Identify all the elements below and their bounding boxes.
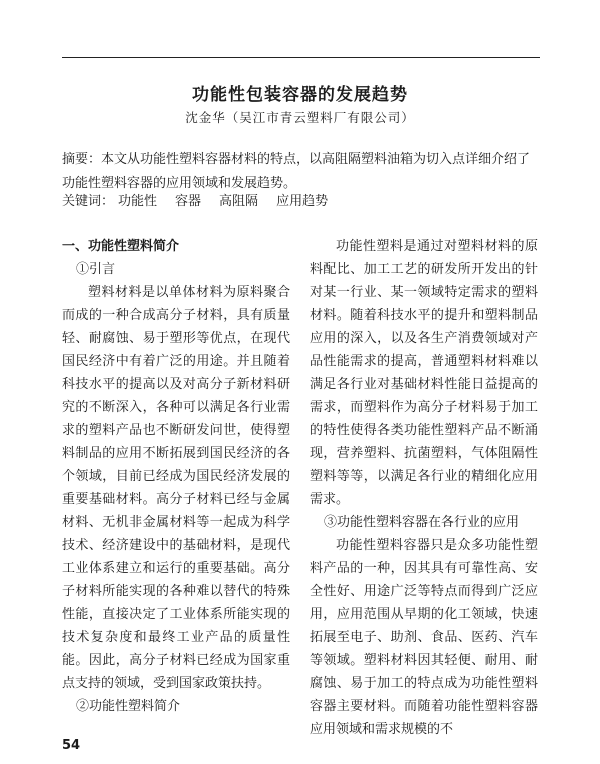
author-line: 沈金华（吴江市青云塑料厂有限公司） <box>185 110 415 125</box>
paragraph: 塑料材料是以单体材料为原料聚合而成的一种合成高分子材料，具有质量轻、耐腐蚀、易于塑形等优点，在现代国民经济中有着广泛的用途。并且随着科技水平的提高以及对高分子新材料研究的不断深入，各种可以满足各行业需求的塑料产品也不断研发问世，使得塑料制品的应用不断拓展到国民经济的各个领域，目前已经成为国民经济发展的重要基础材料。高分子材料已经与金属材料、无机非金属材料等一起成为科学技术、经济建设中的基础材料，是现代工业体系建立和运行的重要基础。高分子材料所能实现的各种难以替代的特殊性能，直接决定了工业体系所能实现的技术复杂度和最终工业产品的质量性能。因此，高分子材料已经成为国家重点支持的领域，受到国家政策扶持。 <box>62 285 290 691</box>
keyword: 高阻隔 <box>219 194 259 209</box>
subsection-heading: ①引言 <box>76 262 116 277</box>
keywords-label: 关键词： <box>62 194 115 209</box>
subsection-heading: ②功能性塑料简介 <box>76 699 181 714</box>
abstract <box>62 148 540 196</box>
keyword: 应用趋势 <box>276 194 329 209</box>
right-column <box>310 235 538 741</box>
top-rule <box>62 57 540 58</box>
keywords <box>62 190 540 209</box>
paragraph: 功能性塑料容器只是众多功能性塑料产品的一种，因其具有可靠性高、安全性好、用途广泛等特点而得到广泛应用，应用范围从早期的化工领域，快速拓展至电子、助剂、食品、医药、汽车等领域。塑料材料因其轻便、耐用、耐腐蚀、易于加工的特点成为功能性塑料容器主要材料。而随着功能性塑料容器应用领域和需求规模的不 <box>310 538 538 737</box>
paragraph: 功能性塑料是通过对塑料材料的原料配比、加工工艺的研发所开发出的针对某一行业、某一领域特定需求的塑料材料。随着科技水平的提升和塑料制品应用的深入，以及各生产消费领域对产品性能需求的提高，普通塑料材料难以满足各行业对基础材料性能日益提高的需求，而塑料作为高分子材料易于加工的特性使得各类功能性塑料产品不断涌现，营养塑料、抗菌塑料，气体阻隔性塑料等等，以满足各行业的精细化应用需求。 <box>310 239 538 507</box>
keyword: 容器 <box>175 194 202 209</box>
subsection-heading: ③功能性塑料容器在各行业的应用 <box>324 515 520 530</box>
abstract-label: 摘要： <box>62 152 102 167</box>
abstract-text: 本文从功能性塑料容器材料的特点，以高阻隔塑料油箱为切入点详细介绍了功能性塑料容器的应用领域和发展趋势。 <box>62 152 531 191</box>
left-column <box>62 235 290 718</box>
article-title: 功能性包装容器的发展趋势 <box>192 85 408 105</box>
keyword: 功能性 <box>118 194 158 209</box>
section-heading: 一、功能性塑料简介 <box>62 239 180 254</box>
page-number: 54 <box>62 738 81 753</box>
